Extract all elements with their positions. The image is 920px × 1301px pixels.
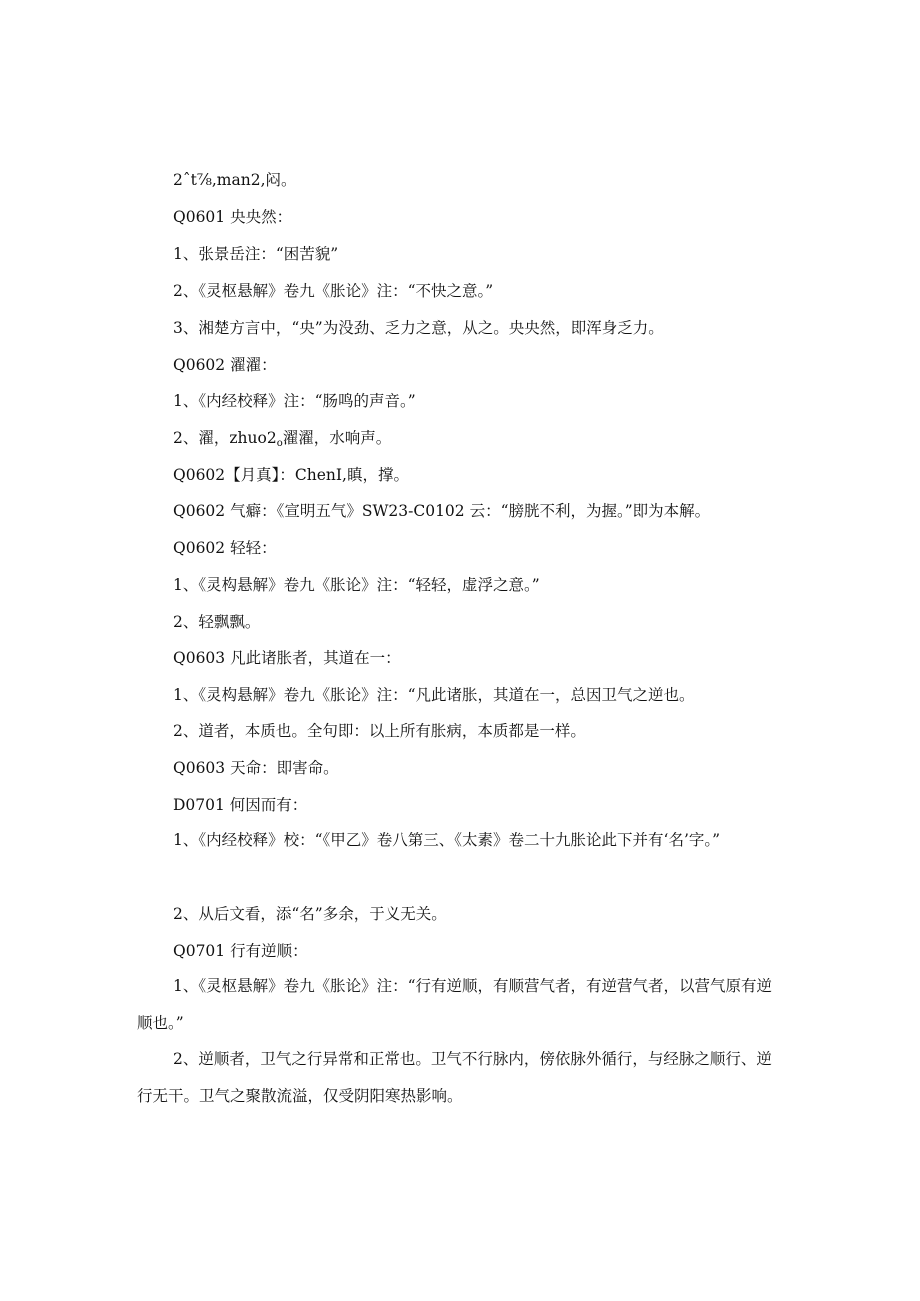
wrapped-paragraph: 2、逆顺者，卫气之行异常和正常也。卫气不行脉内，傍依脉外循行，与经脉之顺行、逆行无干。卫气之聚散流溢，仅受阴阳寒热影响。 bbox=[137, 1050, 772, 1105]
text-line: 3、湘楚方言中，“央”为没劲、乏力之意，从之。央央然，即浑身乏力。 bbox=[173, 319, 664, 337]
text-line: 2、《灵枢悬解》卷九《胀论》注：“不快之意。” bbox=[173, 282, 494, 300]
text-line: 1、《内经校释》注：“肠鸣的声音。” bbox=[173, 392, 416, 410]
text-line: 2、道者，本质也。全句即：以上所有胀病，本质都是一样。 bbox=[173, 722, 586, 740]
entry-heading: Q0602 气癖：《宣明五气》SW23-C0102 云：“膀胱不利，为握。”即为本解。 bbox=[173, 502, 711, 520]
wrapped-paragraph: 1、《内经校释》校：“《甲乙》卷八第三、《太素》卷二十九胀论此下并有‘名’字。” bbox=[173, 831, 721, 849]
entry-heading: Q0601 央央然： bbox=[173, 208, 293, 226]
entry-heading: Q0602 濯濯： bbox=[173, 356, 277, 374]
text-line: 1、《灵构悬解》卷九《胀论》注：“凡此诸胀，其道在一，总因卫气之逆也。 bbox=[173, 686, 695, 704]
text-line: 1、《灵构悬解》卷九《胀论》注：“轻轻，虚浮之意。” bbox=[173, 576, 540, 594]
text-line: 2、轻飘飘。 bbox=[173, 613, 261, 631]
text-segment: 濯濯，水响声。 bbox=[282, 429, 392, 447]
text-line: 2、从后文看，添“名”多余，于义无关。 bbox=[173, 905, 447, 923]
entry-heading: Q0603 凡此诸胀者，其道在一： bbox=[173, 649, 401, 667]
entry-heading: Q0602【月真】：ChenI,瞋，撑。 bbox=[173, 466, 409, 484]
wrapped-paragraph: 1、《灵枢悬解》卷九《胀论》注：“行有逆顺，有顺营气者，有逆营气者，以营气原有逆顺也。” bbox=[137, 977, 773, 1032]
entry-heading: D0701 何因而有： bbox=[173, 796, 308, 814]
entry-heading: Q0701 行有逆顺： bbox=[173, 942, 308, 960]
entry-heading: Q0602 轻轻： bbox=[173, 539, 277, 557]
text-line bbox=[173, 428, 391, 454]
entry-heading: Q0603 天命：即害命。 bbox=[173, 759, 339, 777]
text-line: 2ˆt⅞,man2,闷。 bbox=[173, 171, 297, 189]
text-segment: 2、濯，zhuo2 bbox=[173, 429, 277, 447]
subscript-mark: o bbox=[276, 438, 283, 449]
text-line: 1、张景岳注：“困苦貌” bbox=[173, 245, 339, 263]
